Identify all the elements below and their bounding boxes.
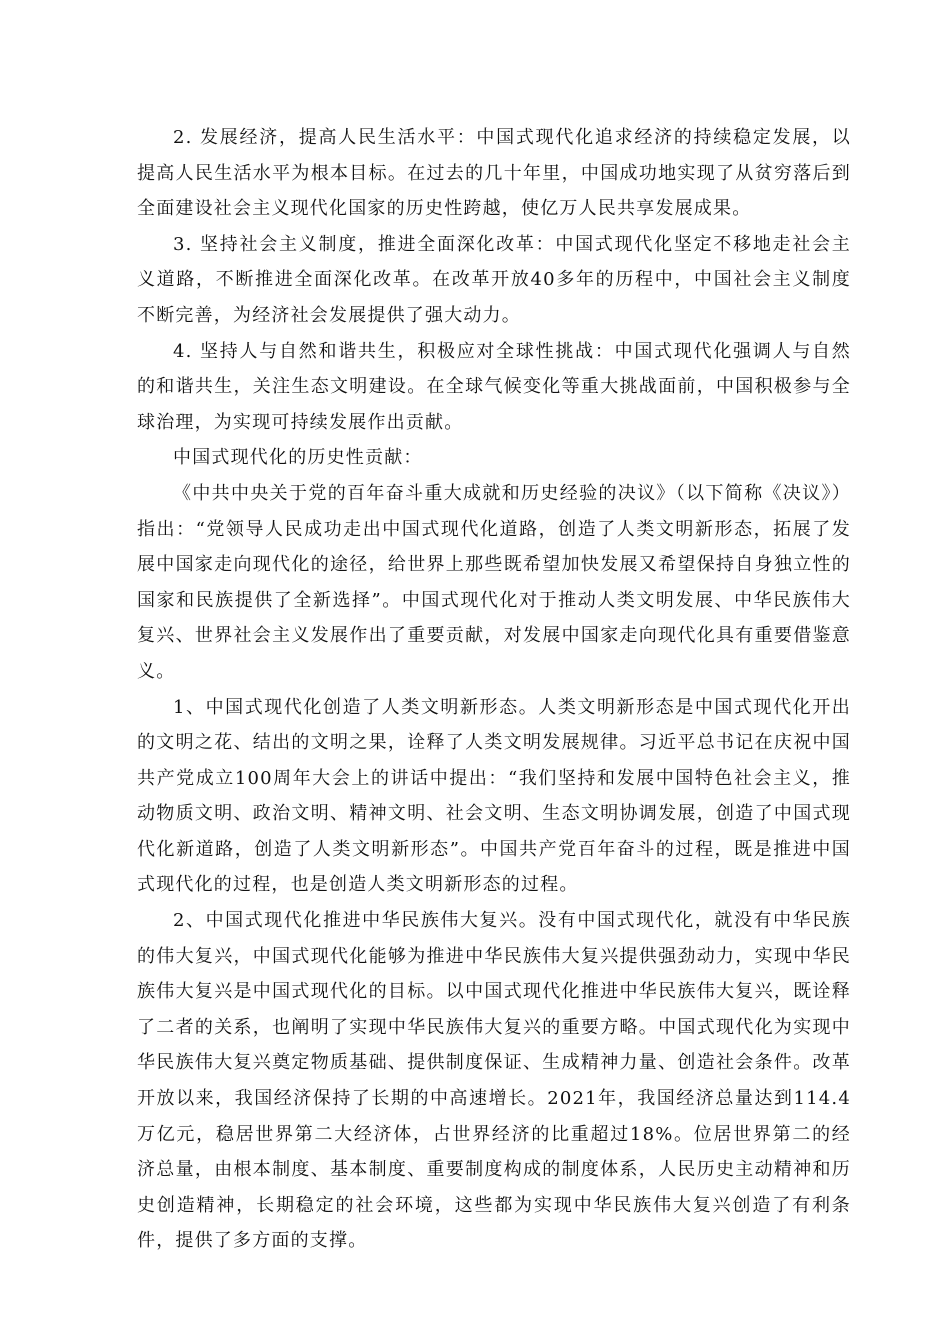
paragraph-develop-economy: 2. 发展经济，提高人民生活水平：中国式现代化追求经济的持续稳定发展，以提高人民生活水平为根本目标。在过去的几十年里，中国成功地实现了从贫穷落后到全面建设社会主义现代化国家的历史性跨越，使亿万人民共享发展成果。 — [137, 127, 851, 220]
paragraph-new-civilization: 1、中国式现代化创造了人类文明新形态。人类文明新形态是中国式现代化开出的文明之花、结出的文明之果，诠释了人类文明发展规律。习近平总书记在庆祝中国共产党成立100周年大会上的讲话中提出：“我们坚持和发展中国特色社会主义，推动物质文明、政治文明、精神文明、社会文明、生态文明协调发展，创造了中国式现代化新道路，创造了人类文明新形态”。中国共产党百年奋斗的过程，既是推进中国式现代化的过程，也是创造人类文明新形态的过程。 — [137, 696, 851, 896]
paragraph-national-rejuvenation: 2、中国式现代化推进中华民族伟大复兴。没有中国式现代化，就没有中华民族的伟大复兴，中国式现代化能够为推进中华民族伟大复兴提供强劲动力，实现中华民族伟大复兴是中国式现代化的目标。以中国式现代化推进中华民族伟大复兴，既诠释了二者的关系，也阐明了实现中华民族伟大复兴的重要方略。中国式现代化为实现中华民族伟大复兴奠定物质基础、提供制度保证、生成精神力量、创造社会条件。改革开放以来，我国经济保持了长期的中高速增长。2021年，我国经济总量达到114.4万亿元，稳居世界第二大经济体，占世界经济的比重超过18%。位居世界第二的经济总量，由根本制度、基本制度、重要制度构成的制度体系，人民历史主动精神和历史创造精神，长期稳定的社会环境，这些都为实现中华民族伟大复兴创造了有利条件，提供了多方面的支撑。 — [137, 910, 851, 1252]
document-body — [137, 120, 851, 1259]
paragraph-harmony-nature: 4. 坚持人与自然和谐共生，积极应对全球性挑战：中国式现代化强调人与自然的和谐共生，关注生态文明建设。在全球气候变化等重大挑战面前，中国积极参与全球治理，为实现可持续发展作出贡献。 — [137, 340, 851, 433]
paragraph-resolution-quote: 《中共中央关于党的百年奋斗重大成就和历史经验的决议》（以下简称《决议》）指出：“党领导人民成功走出中国式现代化道路，创造了人类文明新形态，拓展了发展中国家走向现代化的途径，给世界上那些既希望加快发展又希望保持自身独立性的国家和民族提供了全新选择”。中国式现代化对于推动人类文明发展、中华民族伟大复兴、世界社会主义发展作出了重要贡献，对发展中国家走向现代化具有重要借鉴意义。 — [137, 482, 851, 682]
section-heading-historical-contribution: 中国式现代化的历史性贡献： — [173, 447, 423, 469]
paragraph-socialist-system: 3. 坚持社会主义制度，推进全面深化改革：中国式现代化坚定不移地走社会主义道路，不断推进全面深化改革。在改革开放40多年的历程中，中国社会主义制度不断完善，为经济社会发展提供了强大动力。 — [137, 233, 851, 326]
